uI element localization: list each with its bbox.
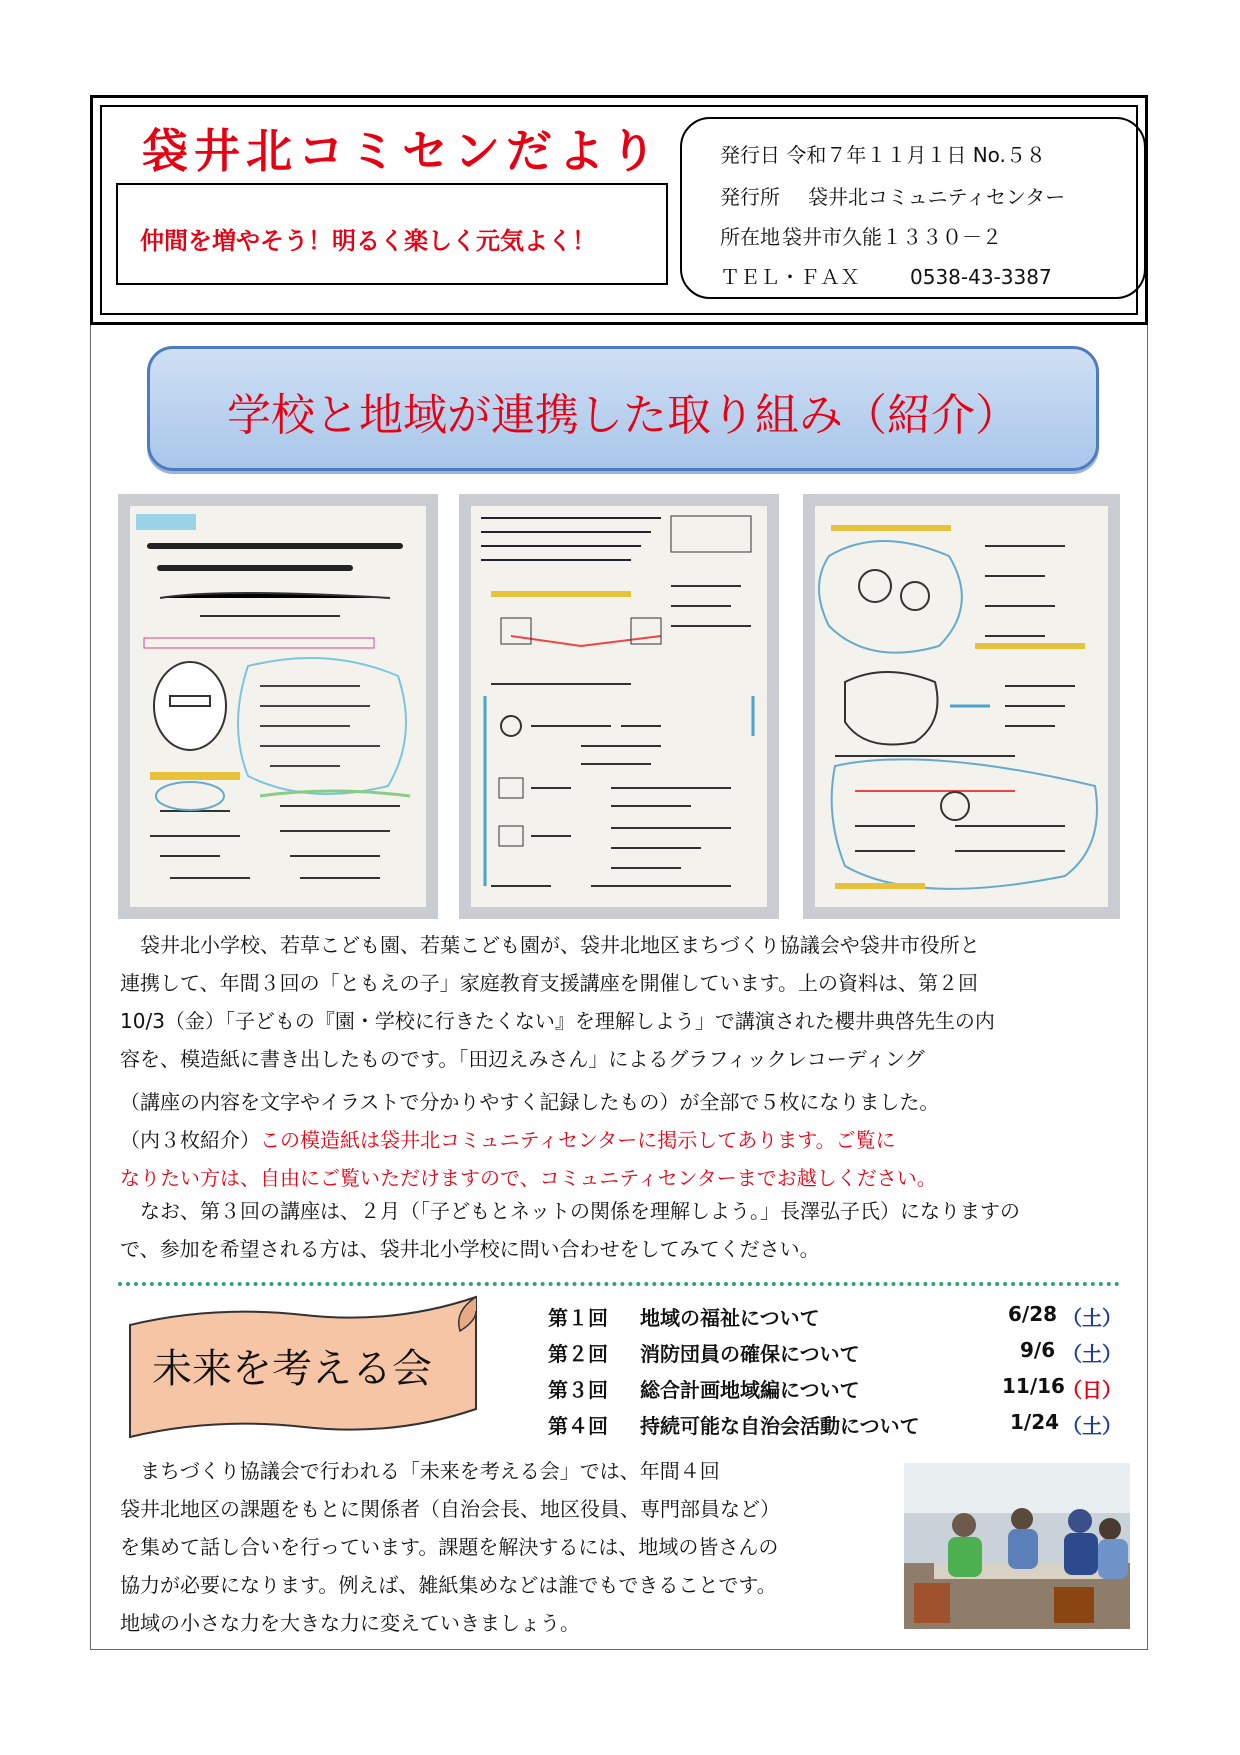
- school-paragraph-line-2: 連携して、年間３回の「ともえの子」家庭教育支援講座を開催しています。上の資料は、第２回: [120, 971, 978, 995]
- schedule-topic: 地域の福祉について: [640, 1306, 820, 1330]
- display-notice-part-1: この模造紙は袋井北コミュニティセンターに掲示してあります。ご覧に: [260, 1128, 896, 1152]
- schedule-date: 6/28: [1008, 1302, 1058, 1326]
- schedule-day: （土）: [1062, 1306, 1122, 1330]
- future-meeting-heading: 未来を考える会: [152, 1346, 432, 1392]
- graphic-recording-photo-1: [118, 494, 438, 919]
- schedule-date: 11/16: [1002, 1374, 1065, 1398]
- meeting-photo-illustration: [904, 1463, 1130, 1629]
- publication-info: [680, 117, 1146, 299]
- school-paragraph-line-5: （講座の内容を文字やイラストで分かりやすく記録したもの）が全部で５枚になりました。: [120, 1090, 940, 1114]
- schedule-day: （土）: [1062, 1342, 1122, 1366]
- meeting-photo: [904, 1463, 1130, 1629]
- schedule-number: 第４回: [548, 1414, 608, 1438]
- third-lecture-line-1: なお、第３回の講座は、２月（「子どもとネットの関係を理解しよう。」長澤弘子氏）になりますの: [120, 1199, 1020, 1223]
- third-lecture-line-2: で、参加を希望される方は、袋井北小学校に問い合わせをしてみてください。: [120, 1237, 820, 1261]
- schedule-date: 1/24: [1010, 1410, 1060, 1434]
- schedule-number: 第２回: [548, 1342, 608, 1366]
- banner-title: 学校と地域が連携した取り組み（紹介）: [227, 390, 1019, 441]
- poster-illustration-3: [815, 506, 1108, 907]
- tel-line: [720, 261, 1052, 290]
- graphic-recording-photo-2: [459, 494, 779, 919]
- schedule-day: （日）: [1062, 1378, 1122, 1402]
- address-line: [720, 221, 1002, 250]
- school-paragraph-line-3: 10/3（金）「子どもの『園・学校に行きたくない』を理解しよう」で講演された櫻井典啓先生の内: [120, 1009, 995, 1033]
- tel-label: ＴＥＬ・ＦＡＸ: [720, 265, 860, 289]
- graphic-recording-photo-3: [803, 494, 1120, 919]
- section-divider: [118, 1282, 1120, 1286]
- schedule-day: （土）: [1062, 1414, 1122, 1438]
- poster-illustration-1: [130, 506, 426, 907]
- publisher-line: [720, 181, 1065, 210]
- future-paragraph-line-1: まちづくり協議会で行われる「未来を考える会」では、年間４回: [120, 1459, 720, 1483]
- issue-line: 発行日 令和７年１１月１日 No.５８: [720, 143, 1046, 167]
- intro-three-sheets: （内３枚紹介）: [120, 1128, 260, 1152]
- section-banner: [147, 346, 1099, 471]
- schedule-number: 第３回: [548, 1378, 608, 1402]
- future-paragraph-line-2: 袋井北地区の課題をもとに関係者（自治会長、地区役員、専門部員など）: [120, 1497, 780, 1521]
- publisher-label: 発行所: [720, 185, 780, 209]
- future-paragraph-line-3: を集めて話し合いを行っています。課題を解決するには、地域の皆さんの: [120, 1535, 779, 1559]
- school-paragraph-line-6: [120, 1121, 896, 1159]
- schedule-number: 第１回: [548, 1306, 608, 1330]
- future-paragraph-line-5: 地域の小さな力を大きな力に変えていきましょう。: [120, 1611, 580, 1635]
- address-label: 所在地: [720, 225, 780, 249]
- tel-value: 0538-43-3387: [910, 265, 1052, 289]
- display-notice-part-2: なりたい方は、自由にご覧いただけますので、コミュニティセンターまでお越しください。: [120, 1166, 937, 1190]
- school-paragraph-line-1: 袋井北小学校、若草こども園、若葉こども園が、袋井北地区まちづくり協議会や袋井市役所と: [120, 933, 980, 957]
- masthead: [90, 95, 1148, 325]
- schedule-topic: 消防団員の確保について: [640, 1342, 860, 1366]
- address-value: 袋井市久能１３３０－２: [782, 225, 1002, 249]
- slogan: 仲間を増やそう！明るく楽しく元気よく！: [140, 227, 596, 255]
- schedule-date: 9/6: [1020, 1338, 1056, 1362]
- publisher-value: 袋井北コミュニティセンター: [808, 185, 1066, 209]
- poster-illustration-2: [471, 506, 767, 907]
- schedule-topic: 総合計画地域編について: [640, 1378, 860, 1402]
- masthead-inner-frame: [100, 105, 1138, 315]
- newsletter-title: 袋井北コミセンだより: [142, 124, 662, 178]
- schedule-topic: 持続可能な自治会活動について: [640, 1414, 920, 1438]
- slogan-box: [116, 183, 668, 285]
- school-paragraph-line-4: 容を、模造紙に書き出したものです。「田辺えみさん」によるグラフィックレコーディング: [120, 1047, 925, 1071]
- future-paragraph-line-4: 協力が必要になります。例えば、雑紙集めなどは誰でもできることです。: [120, 1573, 777, 1597]
